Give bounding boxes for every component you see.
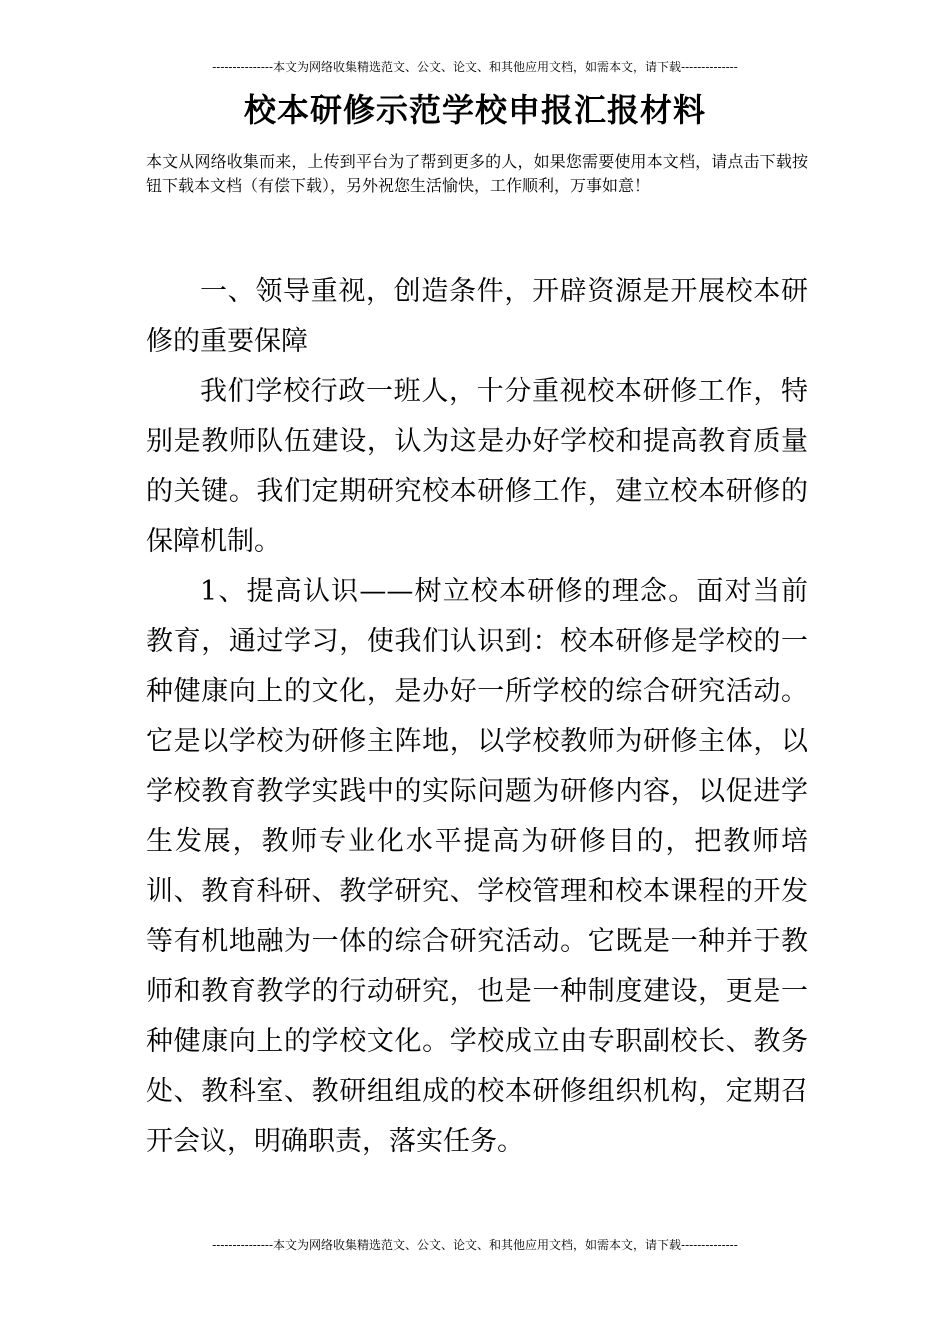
download-intro-note: 本文从网络收集而来，上传到平台为了帮到更多的人，如果您需要使用本文档，请点击下载按钮下载本文档（有偿下载），另外祝您生活愉快，工作顺利，万事如意！ [146, 152, 808, 195]
body-paragraph: 我们学校行政一班人，十分重视校本研修工作，特别是教师队伍建设，认为这是办好学校和提高教育质量的关键。我们定期研究校本研修工作，建立校本研修的保障机制。 [146, 376, 808, 557]
running-header-notice: ---------------本文为网络收集精选范文、公文、论文、和其他应用文档，如需本文，请下载-------------- [212, 60, 738, 74]
body-paragraph: 1、提高认识——树立校本研修的理念。面对当前教育，通过学习，使我们认识到：校本研修是学校的一种健康向上的文化，是办好一所学校的综合研究活动。它是以学校为研修主阵地，以学校教师为研修主体，以学校教育教学实践中的实际问题为研修内容，以促进学生发展，教师专业化水平提高为研修目的，把教师培训、教育科研、教学研究、学校管理和校本课程的开发等有机地融为一体的综合研究活动。它既是一种并于教师和教育教学的行动研究，也是一种制度建设，更是一种健康向上的学校文化。学校成立由专职副校长、教务处、教科室、教研组组成的校本研修组织机构，定期召开会议，明确职责，落实任务。 [146, 576, 808, 1157]
running-footer-notice: ---------------本文为网络收集精选范文、公文、论文、和其他应用文档，如需本文，请下载-------------- [212, 1238, 738, 1252]
section-heading-1: 一、领导重视，创造条件，开辟资源是开展校本研修的重要保障 [146, 276, 808, 357]
document-body [146, 267, 808, 1167]
document-title: 校本研修示范学校申报汇报材料 [243, 91, 706, 129]
